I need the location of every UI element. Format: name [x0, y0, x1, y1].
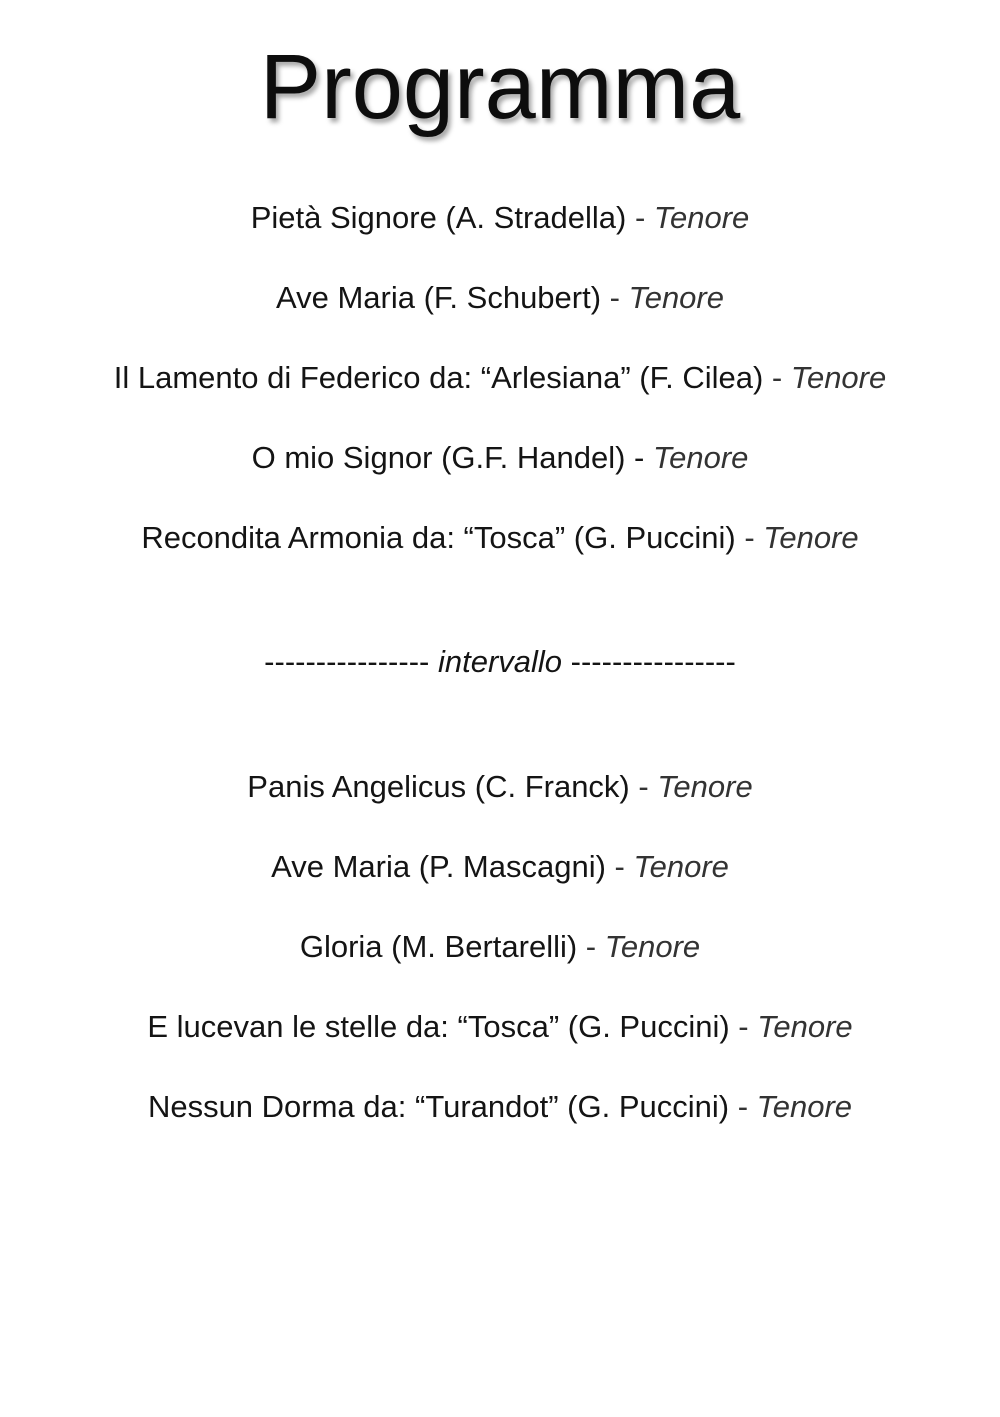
- voice-part: Tenore: [790, 360, 887, 395]
- separator: -: [763, 360, 791, 395]
- separator: -: [601, 280, 629, 315]
- piece-title: Il Lamento di Federico da: “Arlesiana” (F. Cilea): [113, 360, 764, 395]
- separator: -: [735, 520, 764, 555]
- program-item: [0, 518, 1000, 558]
- interval-dashes-left: ----------------: [264, 644, 430, 679]
- program-item: [0, 438, 1000, 478]
- separator: -: [629, 769, 658, 804]
- program-item: [0, 278, 1000, 318]
- separator: -: [729, 1089, 757, 1124]
- separator: -: [577, 929, 605, 964]
- voice-part: Tenore: [633, 849, 729, 884]
- page-title: Programma: [259, 36, 741, 138]
- voice-part: Tenore: [628, 280, 724, 315]
- separator: -: [626, 200, 654, 235]
- program-item: [0, 847, 1000, 887]
- piece-title: Nessun Dorma da: “Turandot” (G. Puccini): [147, 1089, 730, 1124]
- interval-label: intervallo: [437, 644, 563, 679]
- program-item: [0, 1007, 1000, 1047]
- voice-part: Tenore: [653, 440, 749, 475]
- piece-title: Ave Maria (P. Mascagni): [271, 849, 606, 884]
- piece-title: O mio Signor (G.F. Handel) -: [251, 440, 653, 475]
- interval-divider: [0, 642, 1000, 682]
- program-item: [0, 358, 1000, 398]
- piece-title: E lucevan le stelle da: “Tosca” (G. Puccini): [147, 1009, 730, 1044]
- piece-title: Panis Angelicus (C. Franck): [247, 769, 630, 804]
- program-item: [0, 767, 1000, 807]
- voice-part: Tenore: [757, 1009, 853, 1044]
- voice-part: Tenore: [756, 1089, 853, 1124]
- piece-title: Gloria (M. Bertarelli): [299, 929, 578, 964]
- program-item: [0, 927, 1000, 967]
- separator: -: [729, 1009, 758, 1044]
- program-item: [0, 1087, 1000, 1127]
- piece-title: Ave Maria (F. Schubert): [276, 280, 602, 315]
- piece-title: Recondita Armonia da: “Tosca” (G. Puccini): [141, 520, 736, 555]
- program-item: [0, 198, 1000, 238]
- voice-part: Tenore: [653, 200, 750, 235]
- interval-dashes-right: ----------------: [570, 644, 736, 679]
- voice-part: Tenore: [604, 929, 701, 964]
- piece-title: Pietà Signore (A. Stradella): [250, 200, 627, 235]
- voice-part: Tenore: [763, 520, 859, 555]
- voice-part: Tenore: [657, 769, 753, 804]
- separator: -: [605, 849, 634, 884]
